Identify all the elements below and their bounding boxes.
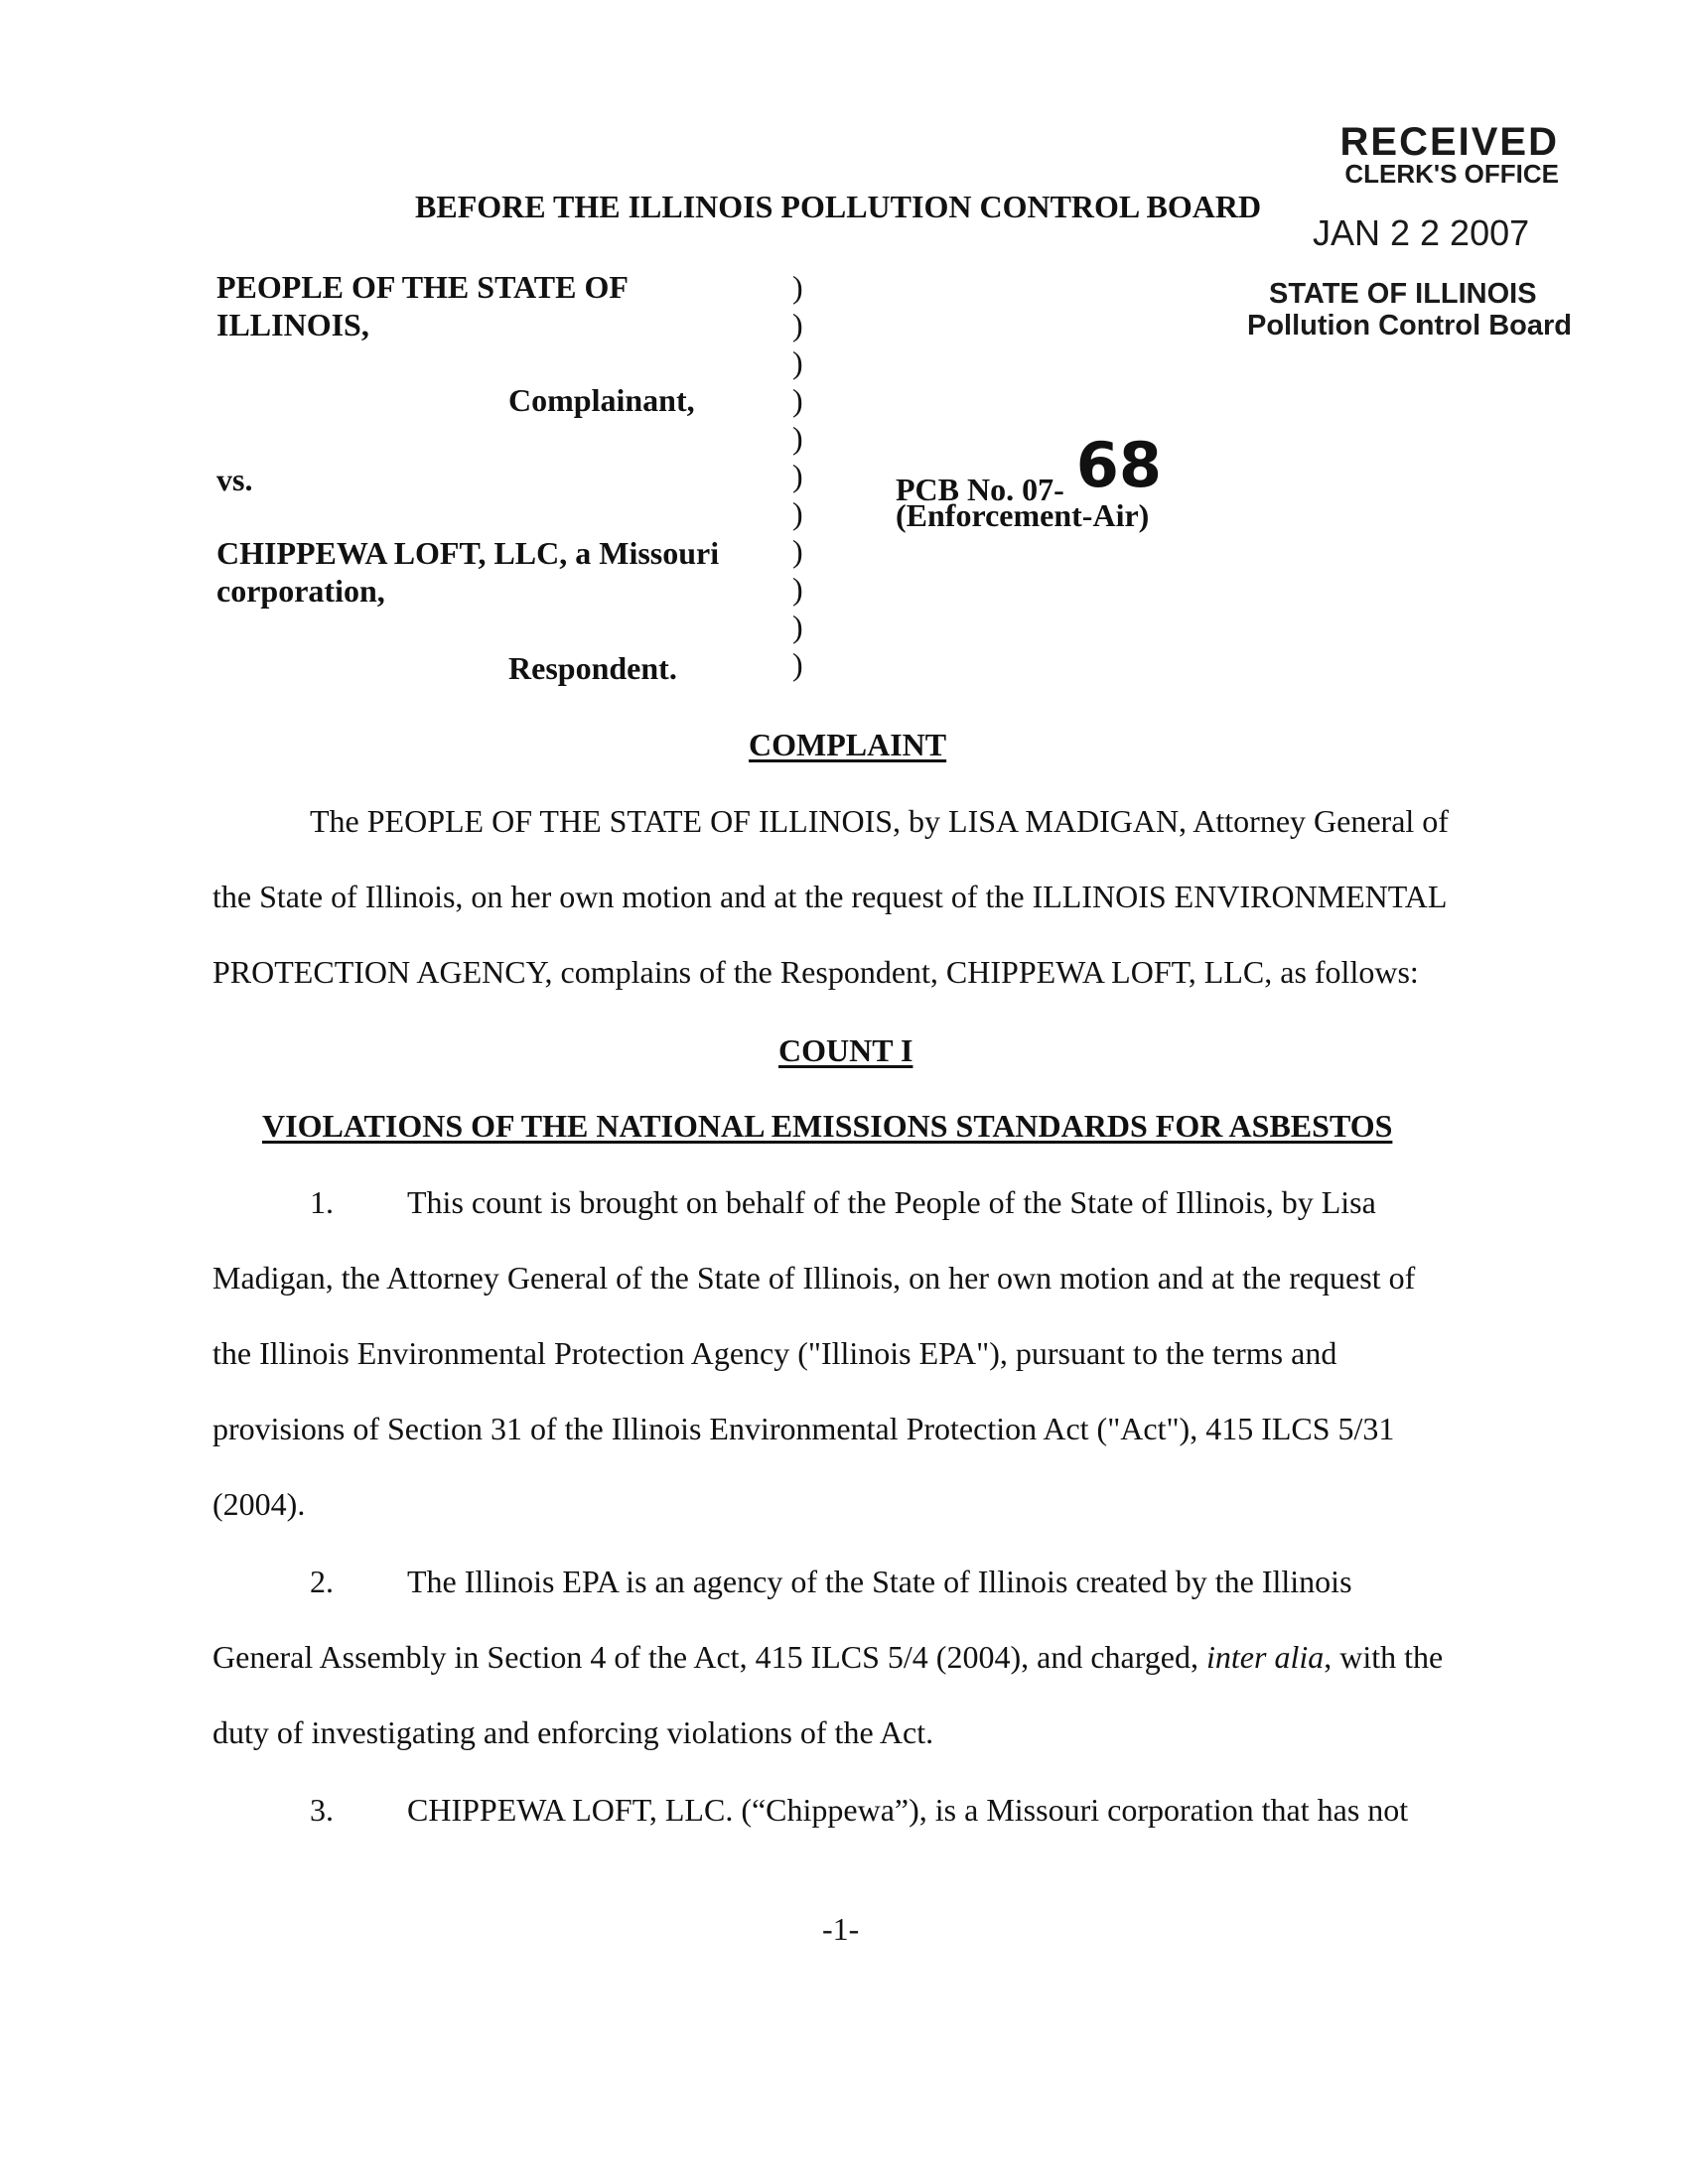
stamp-office: CLERK'S OFFICE: [1344, 159, 1559, 189]
paragraph-3-first: CHIPPEWA LOFT, LLC. (“Chippewa”), is a Missouri corporation that has not: [407, 1792, 1409, 1828]
paragraph-2-line2-pre: General Assembly in Section 4 of the Act, 415 ILCS 5/4 (2004), and charged,: [212, 1639, 1206, 1675]
page-number: -1-: [822, 1911, 860, 1947]
paren-mark: ): [792, 269, 803, 305]
stamp-board: Pollution Control Board: [1247, 310, 1573, 341]
intro-line2: the State of Illinois, on her own motion and at the request of the ILLINOIS ENVIRONMENTAL: [212, 879, 1448, 914]
paragraph-2-line2: [212, 1640, 1443, 1674]
paren-mark: ): [792, 382, 803, 418]
respondent-label: Respondent.: [508, 650, 677, 686]
complainant-label: Complainant,: [508, 382, 695, 418]
paragraph-1-number: 1.: [310, 1184, 334, 1220]
defendant-line1: CHIPPEWA LOFT, LLC, a Missouri: [216, 535, 720, 571]
paren-mark: ): [792, 495, 803, 531]
paragraph-2-first: The Illinois EPA is an agency of the State of Illinois created by the Illinois: [407, 1564, 1352, 1599]
stamp-received: RECEIVED: [1339, 120, 1559, 164]
stamp-state: STATE OF ILLINOIS: [1269, 278, 1537, 310]
paragraph-2-number: 2.: [310, 1564, 334, 1599]
intro-line1: The PEOPLE OF THE STATE OF ILLINOIS, by LISA MADIGAN, Attorney General of: [310, 803, 1449, 839]
paragraph-1-line: provisions of Section 31 of the Illinois Environmental Protection Act ("Act"), 415 ILCS 5/31: [212, 1411, 1395, 1446]
case-type: (Enforcement-Air): [896, 497, 1150, 533]
defendant-line2: corporation,: [216, 573, 385, 609]
received-stamp: [1271, 120, 1559, 189]
paren-mark: ): [792, 420, 803, 456]
versus-label: vs.: [216, 462, 253, 497]
paren-mark: ): [792, 533, 803, 569]
count-title: COUNT I: [778, 1032, 913, 1068]
stamp-date: JAN 2 2 2007: [1313, 212, 1530, 253]
paren-mark: ): [792, 571, 803, 607]
court-header: BEFORE THE ILLINOIS POLLUTION CONTROL BOARD: [415, 189, 1262, 224]
case-number-handwritten: 68: [1075, 429, 1163, 501]
paragraph-2-line3: duty of investigating and enforcing violations of the Act.: [212, 1714, 934, 1750]
paren-mark: ): [792, 609, 803, 644]
paragraph-1-line: (2004).: [212, 1486, 306, 1522]
paren-mark: ): [792, 344, 803, 380]
paren-mark: ): [792, 458, 803, 493]
plaintiff-line1: PEOPLE OF THE STATE OF: [216, 269, 629, 305]
caption-divider: [792, 270, 803, 685]
paren-mark: ): [792, 646, 803, 682]
paragraph-1-first: This count is brought on behalf of the People of the State of Illinois, by Lisa: [407, 1184, 1376, 1220]
complaint-title: COMPLAINT: [749, 727, 947, 762]
paragraph-2-line2-post: , with the: [1324, 1639, 1444, 1675]
case-number-prefix: PCB No. 07-: [896, 472, 1064, 507]
intro-line3: PROTECTION AGENCY, complains of the Respondent, CHIPPEWA LOFT, LLC, as follows:: [212, 954, 1419, 990]
plaintiff-line2: ILLINOIS,: [216, 307, 369, 342]
paragraph-1-line: Madigan, the Attorney General of the State of Illinois, on her own motion and at the request of: [212, 1260, 1416, 1296]
paren-mark: ): [792, 307, 803, 342]
paragraph-2-line2-italic: inter alia: [1206, 1639, 1325, 1675]
paragraph-3-number: 3.: [310, 1792, 334, 1828]
paragraph-1-line: the Illinois Environmental Protection Agency ("Illinois EPA"), pursuant to the terms and: [212, 1335, 1337, 1371]
count-subtitle: VIOLATIONS OF THE NATIONAL EMISSIONS STANDARDS FOR ASBESTOS: [262, 1108, 1393, 1144]
